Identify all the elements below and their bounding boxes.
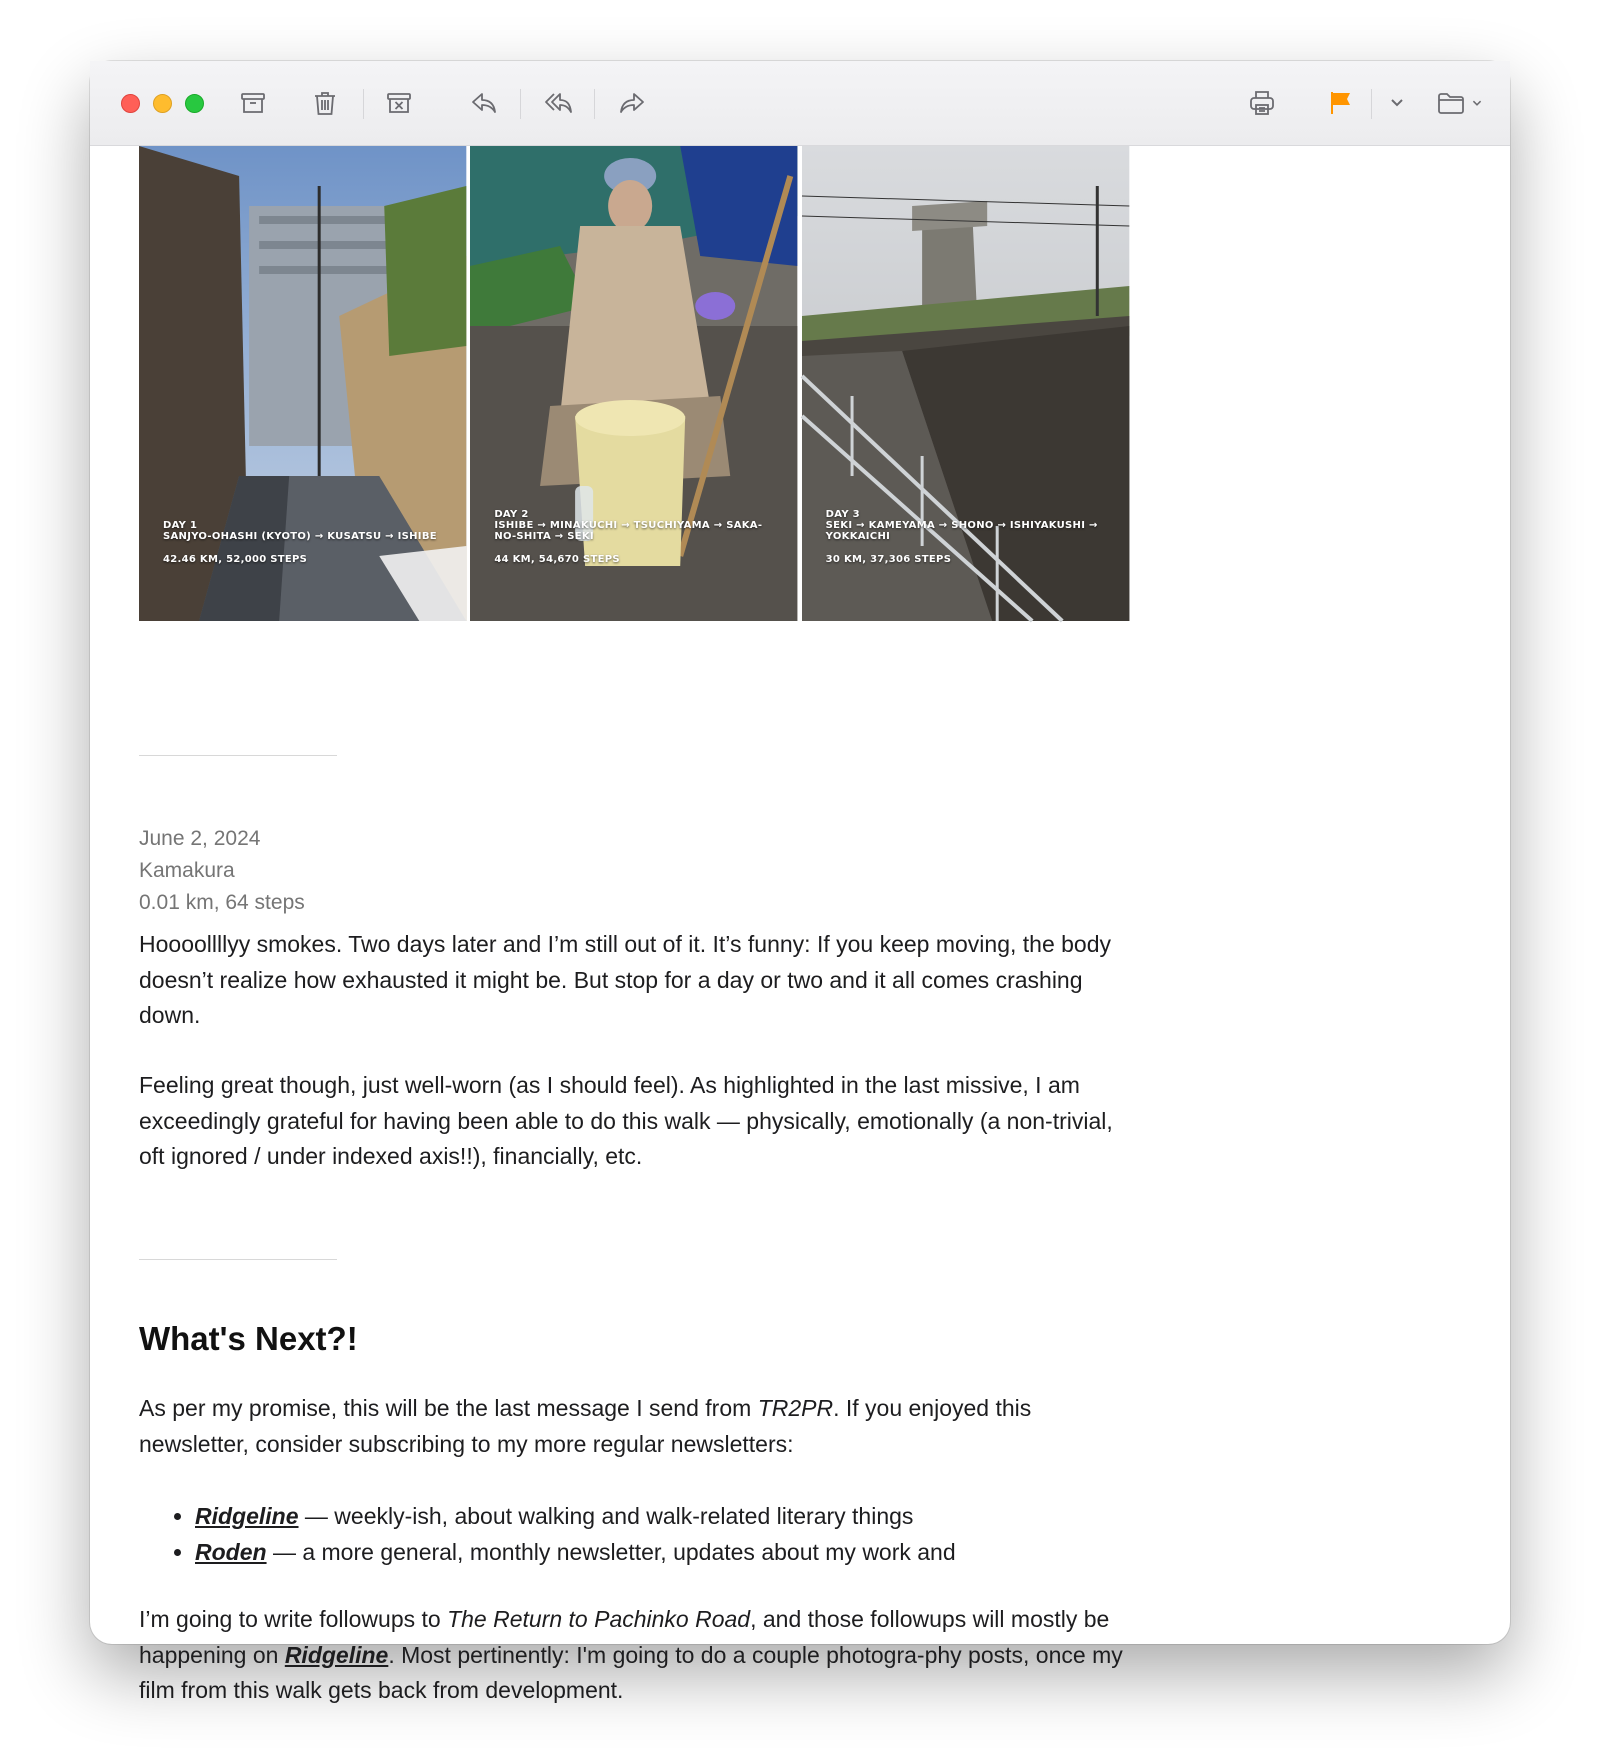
- delete-button[interactable]: [303, 81, 347, 125]
- archive-icon: [238, 88, 268, 118]
- junk-icon: [384, 88, 414, 118]
- entry-meta: [139, 823, 305, 919]
- folder-icon: [1434, 88, 1468, 118]
- list-item-desc: — weekly-ish, about walking and walk-related literary things: [298, 1503, 914, 1529]
- paragraph: Hoooollllyy smokes. Two days later and I’m still out of it. It’s funny: If you keep moving, the body doesn’t realize how exhausted it might be. But stop for a day or two and it all comes crashing down.: [139, 931, 1112, 1028]
- zoom-window-button[interactable]: [185, 94, 204, 113]
- junk-button[interactable]: [377, 81, 421, 125]
- text: I’m going to write followups to: [139, 1606, 448, 1632]
- caption-stats: 30 KM, 37,306 STEPS: [825, 554, 952, 565]
- chevron-down-icon: [1468, 88, 1486, 118]
- photo-day-2: [470, 146, 797, 621]
- reply-all-icon: [544, 88, 574, 118]
- caption-route: SANJYO-OHASHI (KYOTO) → KUSATSU → ISHIBE: [163, 531, 437, 542]
- photo-caption: [494, 509, 777, 565]
- caption-route: SEKI → KAMEYAMA → SHONO → ISHIYAKUSHI → YOKKAICHI: [825, 520, 1098, 542]
- ridgeline-link[interactable]: Ridgeline: [195, 1503, 299, 1529]
- move-to-folder-button[interactable]: [1430, 81, 1490, 125]
- flag-menu-button[interactable]: [1382, 81, 1412, 125]
- text: As per my promise, this will be the last message I send from: [139, 1395, 758, 1421]
- text: . Most pertinently: I'm going to do a couple photogra-phy posts, once my film from this walk gets back from development.: [139, 1641, 1123, 1703]
- photo-day-3: [802, 146, 1129, 621]
- caption-stats: 42.46 KM, 52,000 STEPS: [163, 554, 308, 565]
- newsletter-list: [139, 1498, 956, 1570]
- caption-stats: 44 KM, 54,670 STEPS: [494, 554, 620, 565]
- toolbar: [90, 61, 1510, 146]
- caption-day: DAY 3: [825, 509, 860, 520]
- reply-button[interactable]: [462, 81, 506, 125]
- paragraph: [139, 1391, 1139, 1462]
- mail-window: [90, 61, 1510, 1703]
- book-title: The Return to Pachinko Road: [447, 1606, 751, 1632]
- trash-icon: [310, 88, 340, 118]
- minimize-window-button[interactable]: [153, 94, 172, 113]
- caption-day: DAY 1: [163, 520, 198, 531]
- divider: [139, 755, 337, 756]
- forward-button[interactable]: [610, 81, 654, 125]
- photo-caption: [163, 520, 446, 565]
- list-item: [195, 1498, 956, 1534]
- entry-date: June 2, 2024: [139, 827, 261, 850]
- caption-route: ISHIBE → MINAKUCHI → TSUCHIYAMA → SAKA-NO-SHITA → SEKI: [494, 520, 763, 542]
- reply-icon: [469, 88, 499, 118]
- section-heading: What's Next?!: [139, 1320, 358, 1357]
- print-button[interactable]: [1240, 81, 1284, 125]
- flag-icon: [1325, 88, 1355, 118]
- list-item-desc: — a more general, monthly newsletter, updates about my work and: [266, 1539, 956, 1565]
- close-window-button[interactable]: [121, 94, 140, 113]
- chevron-down-icon: [1382, 88, 1412, 118]
- roden-link[interactable]: Roden: [195, 1539, 267, 1565]
- divider: [139, 1259, 337, 1260]
- reply-all-button[interactable]: [537, 81, 581, 125]
- photo-strip: [139, 146, 1129, 621]
- photo-caption: [826, 509, 1109, 565]
- caption-day: DAY 2: [494, 509, 529, 520]
- ridgeline-link[interactable]: Ridgeline: [284, 1641, 389, 1668]
- flag-button[interactable]: [1318, 81, 1362, 125]
- text: , and those followups will mostly be happening on: [139, 1606, 1110, 1668]
- print-icon: [1247, 88, 1277, 118]
- entry-stats: 0.01 km, 64 steps: [139, 891, 305, 914]
- forward-icon: [617, 88, 647, 118]
- tr2pr-title: TR2PR: [757, 1395, 834, 1421]
- text: . If you enjoyed this newsletter, consider subscribing to my more regular newsletters:: [139, 1395, 1032, 1457]
- archive-button[interactable]: [231, 81, 275, 125]
- entry-place: Kamakura: [139, 859, 235, 882]
- paragraph: Feeling great though, just well-worn (as I should feel). As highlighted in the last missive, I am exceedingly grateful for having been able to do this walk — physically, emotionally (a non-trivial, oft ignored / under indexed axis!!), financially, etc.: [139, 1072, 1113, 1169]
- photo-day-1: [139, 146, 466, 621]
- list-item: [195, 1534, 956, 1570]
- message-body: [90, 146, 1510, 1703]
- paragraph: [139, 1602, 1139, 1709]
